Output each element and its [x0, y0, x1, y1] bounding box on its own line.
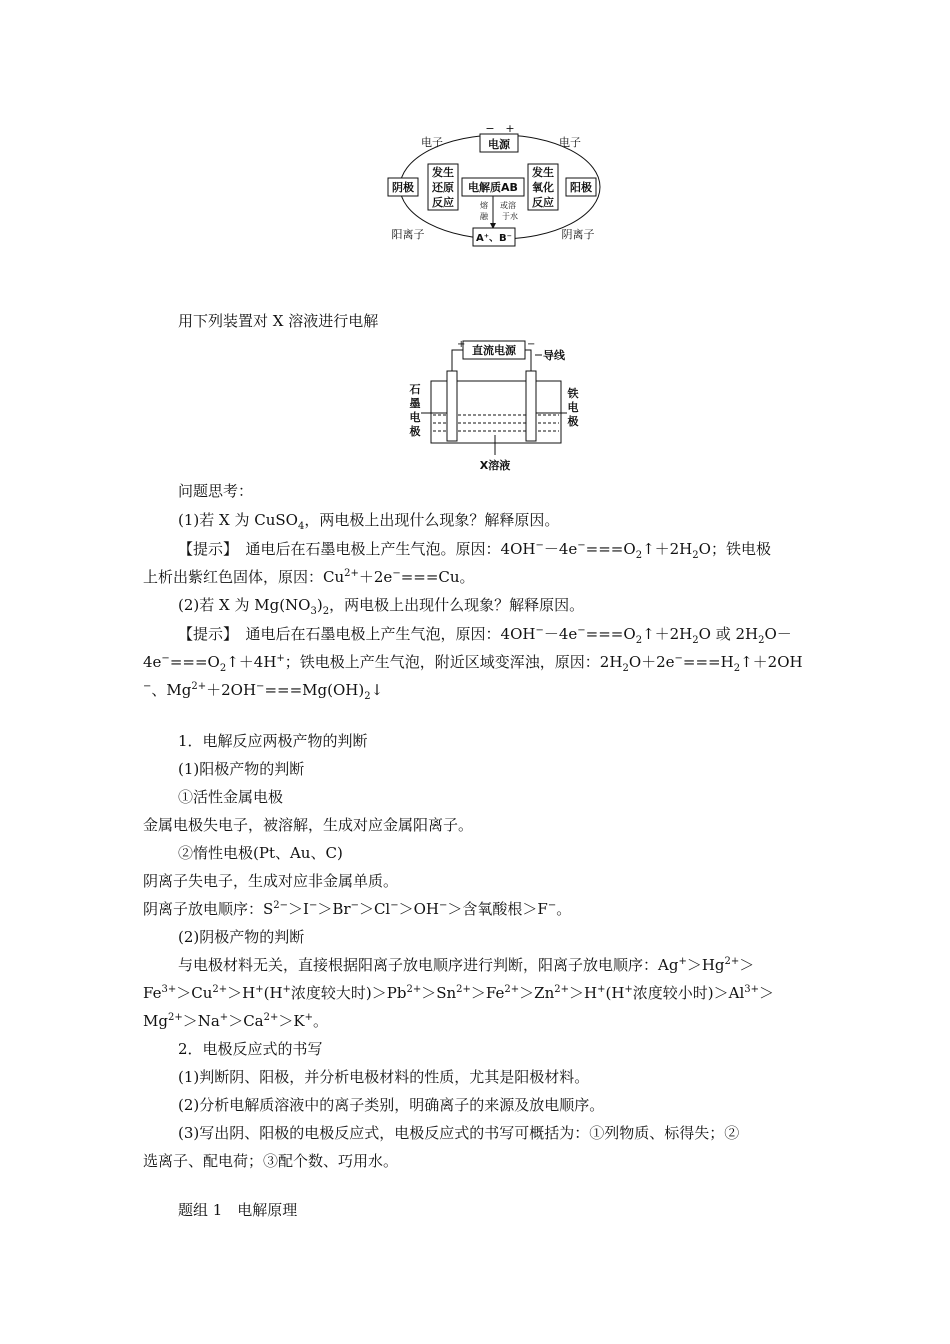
graphite-4: 极 — [409, 425, 421, 438]
dc-power-label: 直流电源 — [472, 344, 516, 357]
reduce-1: 发生 — [432, 166, 454, 179]
iron-3: 极 — [567, 415, 579, 428]
power-label: 电源 — [488, 138, 510, 151]
answer-1-line-1: 【提示】 通电后在石墨电极上产生气泡。原因：$4OH^--4e^-===O_2↑+2H_2O$；铁电极 — [178, 540, 771, 561]
iron-1: 铁 — [567, 387, 579, 400]
ions-label: A⁺、B⁻ — [476, 233, 512, 244]
group-heading: 题组 1 电解原理 — [178, 1201, 298, 1219]
dissolve-2: 于水 — [502, 212, 518, 221]
iron-2: 电 — [567, 401, 579, 414]
power-plus: + — [505, 122, 515, 135]
cathode-label: 阴极 — [392, 181, 414, 194]
reduce-3: 反应 — [432, 196, 454, 209]
cation-order-line-2: $Fe^{3+}>Cu^{2+}>H^+(H^+$浓度较大时)$>Pb^{2+}>Sn^{2+}>Fe^{2+}>Zn^{2+}>H^+(H^+$浓度较小时)$>Al^{3+}>$ — [143, 984, 775, 1002]
section-1a: (1)阳极产物的判断 — [178, 760, 305, 778]
section-1b: (2)阴极产物的判断 — [178, 928, 305, 946]
cation-label: 阳离子 — [391, 228, 425, 241]
section-1a1-text: 金属电极失电子，被溶解，生成对应金属阳离子。 — [143, 816, 474, 834]
section-1a2: ②惰性电极(Pt、Au、C) — [178, 844, 343, 862]
answer-2-line-3: −、$Mg^{2+}+2OH^-===Mg(OH)_2↓$ — [143, 681, 384, 702]
section-2c-line-1: (3)写出阴、阳极的电极反应式，电极反应式的书写可概括为：①列物质、标得失；② — [178, 1124, 740, 1142]
reduce-2: 还原 — [432, 181, 454, 194]
answer-1-line-2: 上析出紫红色固体，原因：$Cu^{2+}+2e^-===Cu$。 — [143, 568, 475, 586]
question-2: (2)若 X 为 $Mg(NO_3)_2$，两电极上出现什么现象？解释原因。 — [178, 596, 585, 617]
oxidize-2: 氧化 — [532, 181, 554, 194]
section-2a: (1)判断阴、阳极，并分析电极材料的性质，尤其是阳极材料。 — [178, 1068, 590, 1086]
electrolysis-principle-diagram — [380, 122, 620, 252]
section-2-heading: 2．电极反应式的书写 — [178, 1040, 323, 1058]
section-2c-line-2: 选离子、配电荷；③配个数、巧用水。 — [143, 1152, 399, 1170]
answer-2-line-2: $4e^-===O_2↑+4H^+$；铁电极上产生气泡，附近区域变浑浊，原因：$2H_2O+2e^-===H_2↑+2OH$ — [143, 653, 803, 674]
graphite-1: 石 — [409, 383, 421, 396]
intro-line: 用下列装置对 X 溶液进行电解 — [178, 312, 379, 330]
graphite-2: 墨 — [409, 397, 421, 410]
electron-left-label: 电子 — [421, 136, 443, 149]
melt-2: 融 — [480, 212, 488, 221]
oxidize-3: 反应 — [532, 196, 554, 209]
anion-label: 阴离子 — [561, 228, 595, 241]
question-1: (1)若 X 为 CuSO$_4$，两电极上出现什么现象？解释原因。 — [178, 511, 560, 532]
dc-plus: + — [457, 339, 466, 350]
electrolysis-apparatus-diagram — [405, 335, 585, 475]
cation-order-line-3: $Mg^{2+}>Na^+>Ca^{2+}>K^+$。 — [143, 1012, 328, 1030]
anode-label: 阳极 — [570, 181, 592, 194]
oxidize-1: 发生 — [532, 166, 554, 179]
dc-minus: − — [527, 339, 536, 350]
melt-1: 熔 — [480, 201, 488, 210]
graphite-electrode — [447, 371, 457, 441]
electron-right-label: 电子 — [559, 136, 581, 149]
section-2b: (2)分析电解质溶液中的离子类别，明确离子的来源及放电顺序。 — [178, 1096, 605, 1114]
power-minus: − — [485, 122, 495, 135]
solution-label: X溶液 — [479, 459, 511, 472]
wire-label: 导线 — [543, 349, 565, 362]
hint-label: 【提示】 — [178, 540, 231, 558]
answer-2-line-1: 【提示】 通电后在石墨电极上产生气泡，原因：$4OH^--4e^-===O_2↑+2H_2O$ 或 $2H_2O-$ — [178, 625, 792, 646]
section-1a1: ①活性金属电极 — [178, 788, 284, 806]
anion-order: 阴离子放电顺序：$S^{2-}>I^->Br^->Cl^->OH^->$含氧酸根＞F−。 — [143, 900, 572, 918]
graphite-3: 电 — [409, 411, 421, 424]
think-heading: 问题思考： — [178, 482, 254, 500]
electrolyte-label: 电解质AB — [468, 181, 518, 194]
section-1-heading: 1．电解反应两极产物的判断 — [178, 732, 368, 750]
cation-order-line-1: 与电极材料无关，直接根据阳离子放电顺序进行判断，阳离子放电顺序：$Ag^+>Hg^{2+}>$ — [178, 956, 755, 974]
iron-electrode — [526, 371, 536, 441]
section-1a2-text: 阴离子失电子，生成对应非金属单质。 — [143, 872, 399, 890]
dissolve-1: 或溶 — [500, 201, 516, 210]
